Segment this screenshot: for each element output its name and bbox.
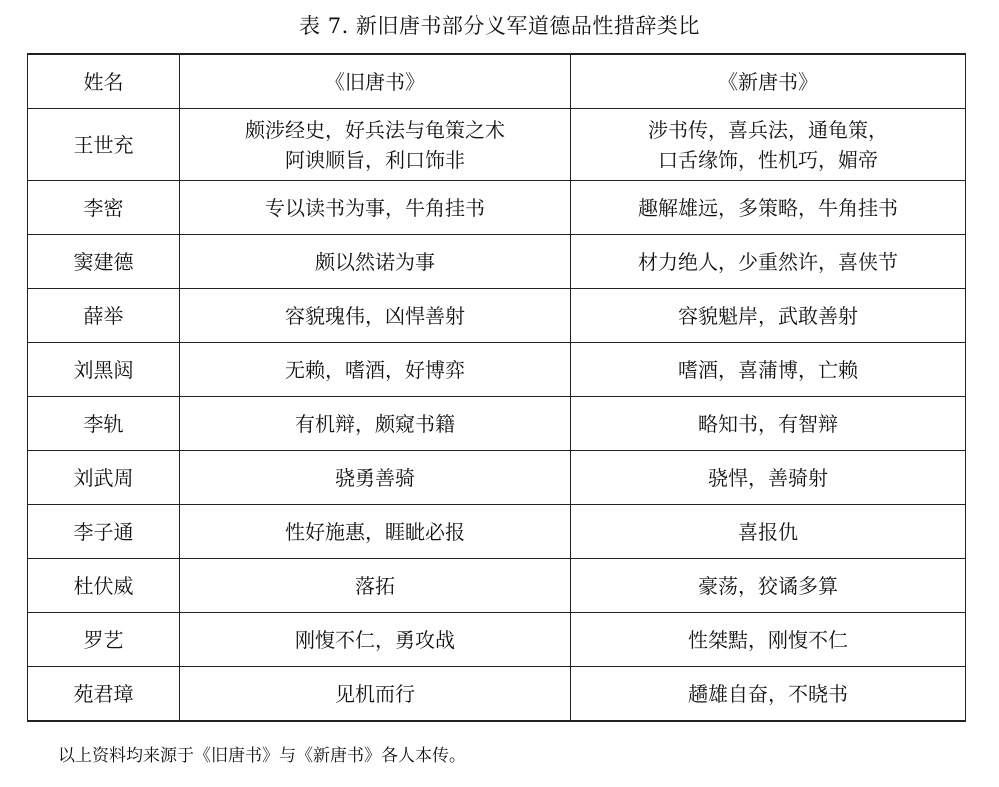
header-old-tang-book: 《旧唐书》 (180, 54, 571, 109)
person-name: 刘黑闼 (28, 343, 180, 397)
source-footnote: 以上资料均来源于《旧唐书》与《新唐书》各人本传。 (58, 746, 466, 766)
person-name: 王世充 (28, 109, 180, 181)
person-name: 窦建德 (28, 235, 180, 289)
new-book-text: 骁悍，善骑射 (571, 451, 966, 505)
new-book-text: 略知书，有智辩 (571, 397, 966, 451)
new-book-text: 嗜酒，喜蒲博，亡赖 (571, 343, 966, 397)
old-book-line: 阿谀顺旨，利口饰非 (285, 147, 465, 172)
person-name: 李密 (28, 181, 180, 235)
table-caption: 表 7. 新旧唐书部分义军道德品性措辞类比 (299, 14, 700, 38)
new-book-text: 趣解雄远，多策略，牛角挂书 (571, 181, 966, 235)
old-book-text (180, 109, 571, 181)
table-row (28, 235, 966, 289)
old-book-text: 性好施惠，睚眦必报 (180, 505, 571, 559)
old-book-text: 落拓 (180, 559, 571, 613)
person-name: 李子通 (28, 505, 180, 559)
table-row (28, 667, 966, 722)
header-name: 姓名 (28, 54, 180, 109)
person-name: 薛举 (28, 289, 180, 343)
table-row (28, 505, 966, 559)
person-name: 杜伏威 (28, 559, 180, 613)
person-name: 苑君璋 (28, 667, 180, 722)
old-book-text: 颇以然诺为事 (180, 235, 571, 289)
new-book-text: 材力绝人，少重然许，喜侠节 (571, 235, 966, 289)
old-book-text: 容貌瑰伟，凶悍善射 (180, 289, 571, 343)
old-book-text: 专以读书为事，牛角挂书 (180, 181, 571, 235)
person-name: 李轨 (28, 397, 180, 451)
new-book-text: 性桀黠，刚愎不仁 (571, 613, 966, 667)
comparison-table (27, 53, 966, 722)
table-row (28, 343, 966, 397)
table-row (28, 613, 966, 667)
new-book-text: 喜报仇 (571, 505, 966, 559)
new-book-text: 容貌魁岸，武敢善射 (571, 289, 966, 343)
old-book-text: 刚愎不仁，勇攻战 (180, 613, 571, 667)
old-book-text: 骁勇善骑 (180, 451, 571, 505)
old-book-text: 见机而行 (180, 667, 571, 722)
table-row (28, 109, 966, 181)
table-row (28, 397, 966, 451)
header-new-tang-book: 《新唐书》 (571, 54, 966, 109)
table-row (28, 181, 966, 235)
new-book-text (571, 109, 966, 181)
table-row (28, 289, 966, 343)
person-name: 罗艺 (28, 613, 180, 667)
table-row (28, 559, 966, 613)
table-row (28, 451, 966, 505)
old-book-text: 有机辩，颇窥书籍 (180, 397, 571, 451)
new-book-text: 豪荡，狡谲多算 (571, 559, 966, 613)
person-name: 刘武周 (28, 451, 180, 505)
new-book-text: 趫雄自奋，不晓书 (571, 667, 966, 722)
old-book-line: 颇涉经史，好兵法与龟策之术 (245, 117, 505, 142)
table-header-row (28, 54, 966, 109)
old-book-text: 无赖，嗜酒，好博弈 (180, 343, 571, 397)
new-book-line: 口舌缘饰，性机巧，媚帝 (658, 147, 878, 172)
new-book-line: 涉书传，喜兵法，通龟策， (648, 117, 888, 142)
